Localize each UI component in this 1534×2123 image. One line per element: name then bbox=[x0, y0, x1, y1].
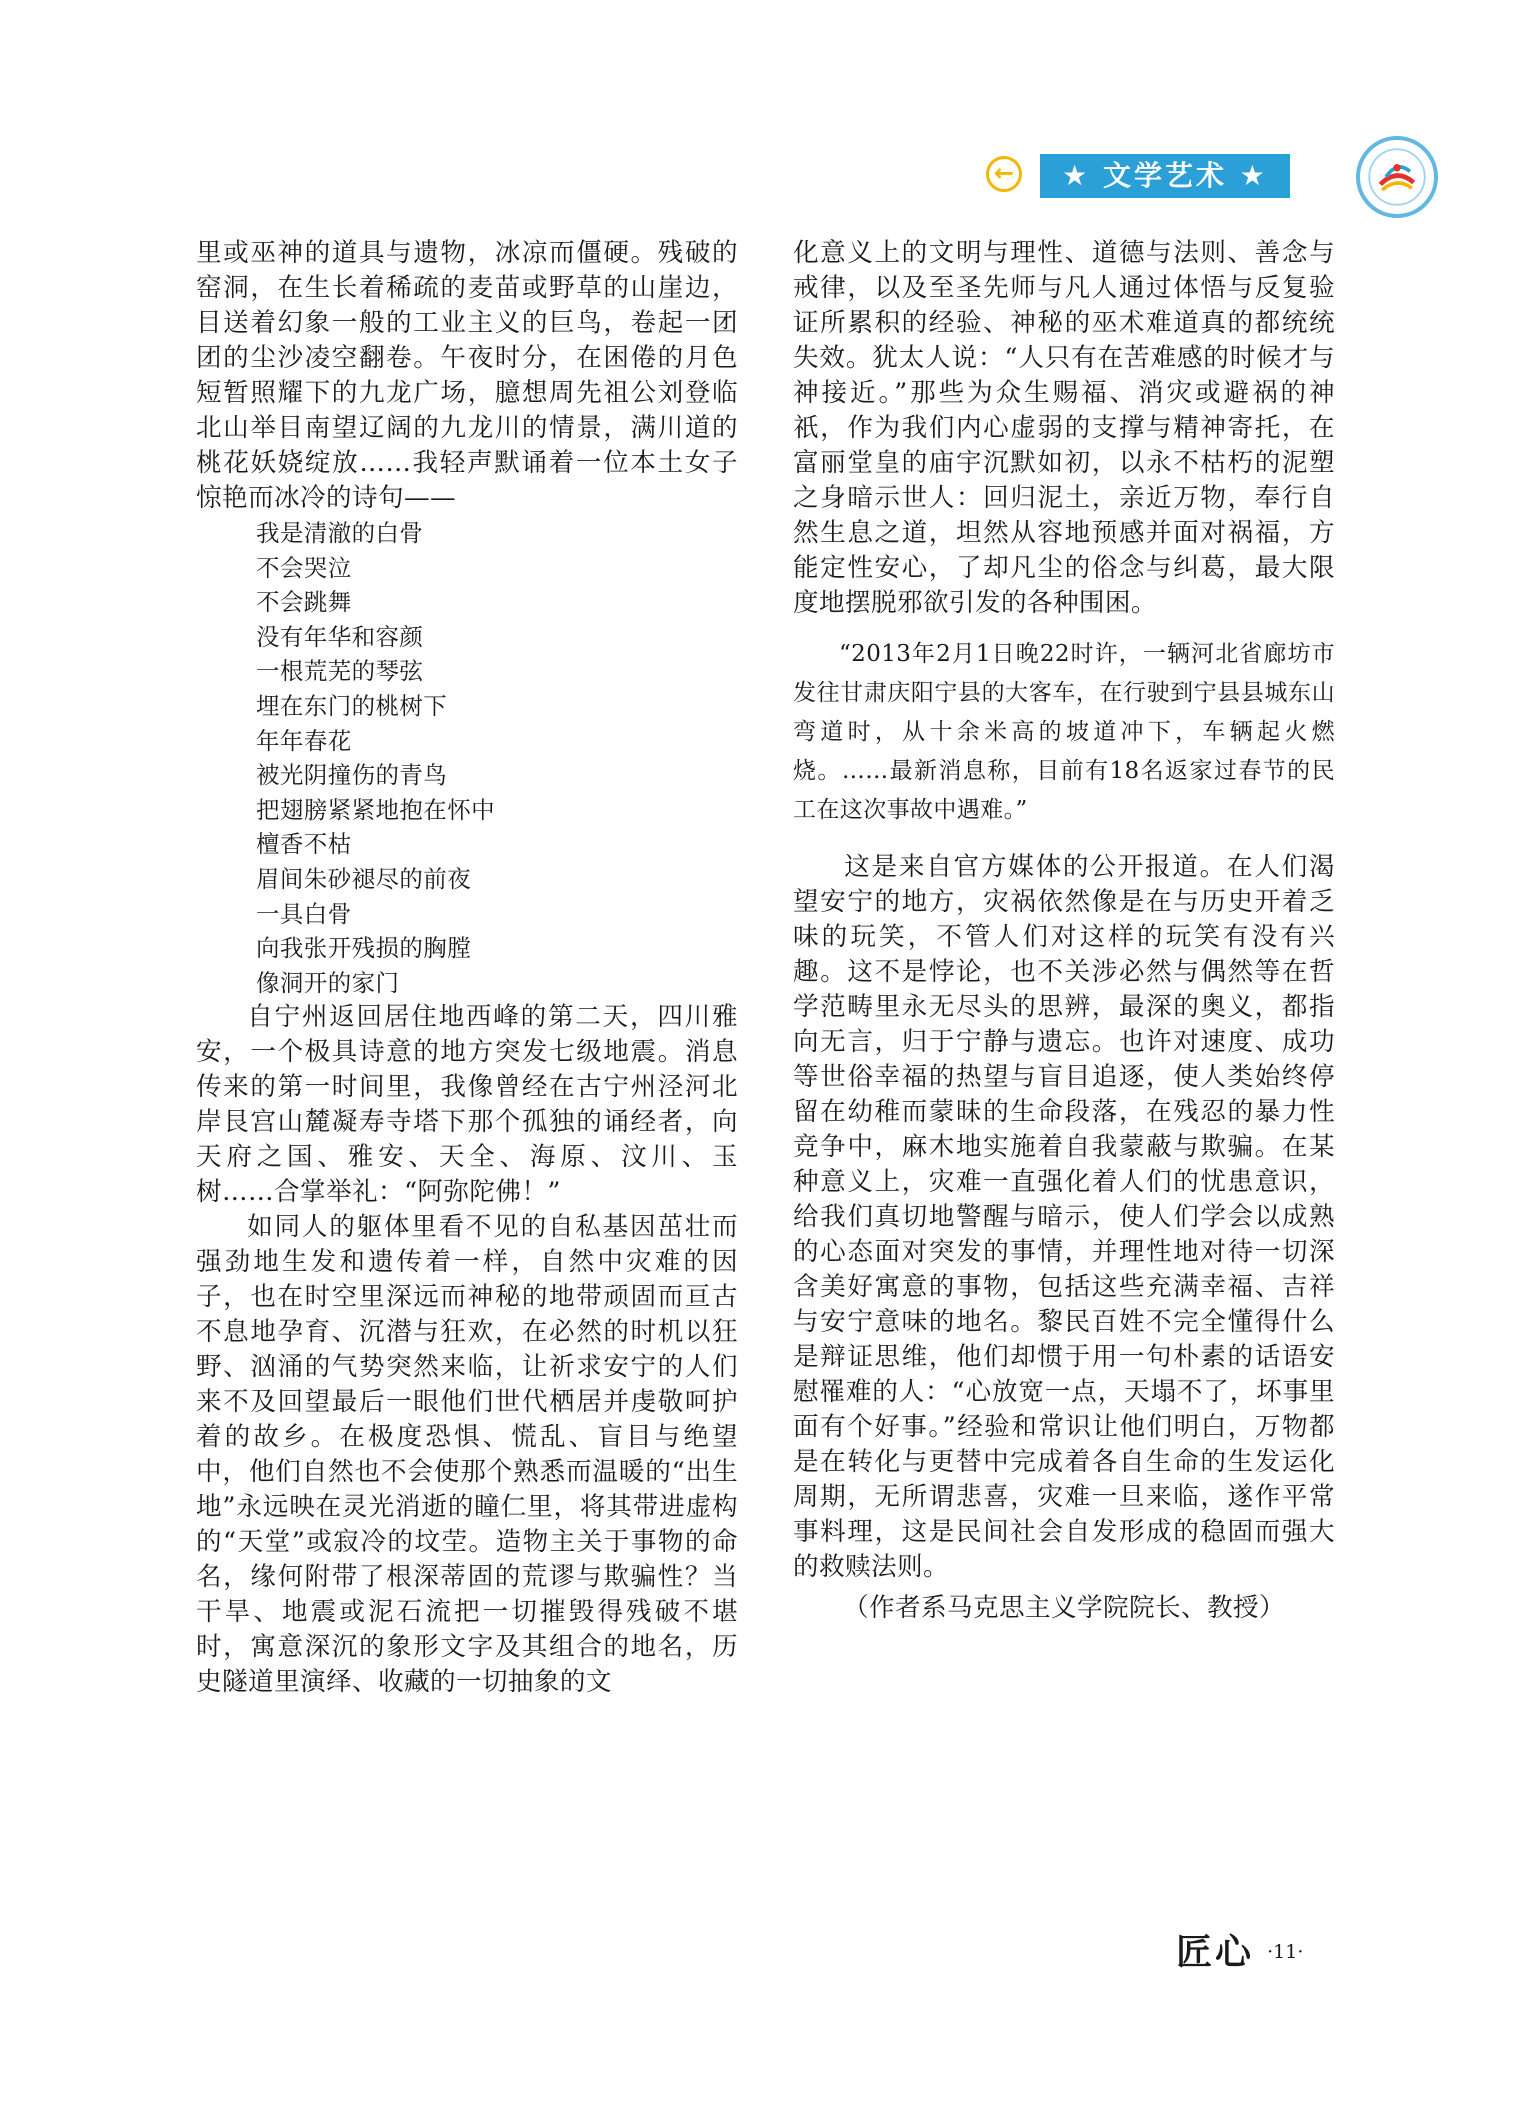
right-column bbox=[793, 236, 1335, 1626]
poem-line: 没有年华和容颜 bbox=[256, 622, 424, 651]
paragraph: 自宁州返回居住地西峰的第二天，四川雅安，一个极具诗意的地方突发七级地震。消息传来的第一时间里，我像曾经在古宁州泾河北岸艮宫山麓凝寿寺塔下那个孤独的诵经者，向天府之国、雅安、天全、海原、汶川、玉树……合掌举礼：“阿弥陀佛！” bbox=[196, 1002, 738, 1208]
emblem-logo-icon bbox=[1356, 136, 1438, 218]
paragraph: 化意义上的文明与理性、道德与法则、善念与戒律，以及至圣先师与凡人通过体悟与反复验证所累积的经验、神秘的巫术难道真的都统统失效。犹太人说：“人只有在苦难感的时候才与神接近。”那些为众生赐福、消灾或避祸的神祇，作为我们内心虚弱的支撑与精神寄托，在富丽堂皇的庙宇沉默如初，以永不枯朽的泥塑之身暗示世人：回归泥土，亲近万物，奉行自然生息之道，坦然从容地预感并面对祸福，方能定性安心，了却凡尘的俗念与纠葛，最大限度地摆脱邪欲引发的各种围困。 bbox=[793, 238, 1335, 618]
paragraph: 这是来自官方媒体的公开报道。在人们渴望安宁的地方，灾祸依然像是在与历史开着乏味的玩笑，不管人们对这样的玩笑有没有兴趣。这不是悖论，也不关涉必然与偶然等在哲学范畴里永无尽头的思辨，最深的奥义，都指向无言，归于宁静与遗忘。也许对速度、成功等世俗幸福的热望与盲目追逐，使人类始终停留在幼稚而蒙昧的生命段落，在残忍的暴力性竞争中，麻木地实施着自我蒙蔽与欺骗。在某种意义上，灾难一直强化着人们的忧患意识，给我们真切地警醒与暗示，使人们学会以成熟的心态面对突发的事情，并理性地对待一切深含美好寓意的事物，包括这些充满幸福、吉祥与安宁意味的地名。黎民百姓不完全懂得什么是辩证思维，他们却惯于用一句朴素的话语安慰罹难的人：“心放宽一点，天塌不了，坏事里面有个好事。”经验和常识让他们明白，万物都是在转化与更替中完成着各自生命的生发运化周期，无所谓悲喜，灾难一旦来临，遂作平常事料理，这是民间社会自发形成的稳固而强大的救赎法则。 bbox=[793, 852, 1335, 1582]
poem-line: 不会跳舞 bbox=[256, 588, 352, 617]
quote-text: “2013年2月1日晚22时许，一辆河北省廊坊市发往甘肃庆阳宁县的大客车，在行驶到宁县县城东山弯道时，从十余米高的坡道冲下，车辆起火燃烧。……最新消息称，目前有18名返家过春节的民工在这次事故中遇难。” bbox=[793, 641, 1335, 823]
paragraph: 里或巫神的道具与遗物，冰凉而僵硬。残破的窑洞，在生长着稀疏的麦苗或野草的山崖边，目送着幻象一般的工业主义的巨鸟，卷起一团团的尘沙凌空翻卷。午夜时分，在困倦的月色短暂照耀下的九龙广场，臆想周先祖公刘登临北山举目南望辽阔的九龙川的情景，满川道的桃花妖娆绽放……我轻声默诵着一位本土女子惊艳而冰冷的诗句—— bbox=[196, 238, 738, 513]
section-title: ★ 文学艺术 ★ bbox=[1040, 154, 1290, 198]
author-note: （作者系马克思主义学院院长、教授） bbox=[843, 1593, 1285, 1623]
poem-line: 不会哭泣 bbox=[256, 553, 352, 582]
page-number: ·11· bbox=[1267, 1941, 1304, 1963]
poem-line: 我是清澈的白骨 bbox=[256, 519, 424, 547]
poem bbox=[196, 516, 738, 1000]
poem-line: 向我张开残损的胸膛 bbox=[256, 934, 472, 963]
poem-line: 埋在东门的桃树下 bbox=[256, 691, 448, 720]
page-footer bbox=[1176, 1924, 1303, 1975]
back-arrow-icon[interactable]: ← bbox=[986, 156, 1022, 192]
left-column bbox=[196, 236, 738, 1700]
poem-line: 年年春花 bbox=[256, 726, 352, 755]
poem-line: 一具白骨 bbox=[256, 899, 352, 928]
poem-line: 檀香不枯 bbox=[256, 830, 352, 859]
paragraph: 如同人的躯体里看不见的自私基因茁壮而强劲地生发和遗传着一样，自然中灾难的因子，也在时空里深远而神秘的地带顽固而亘古不息地孕育、沉潜与狂欢，在必然的时机以狂野、汹涌的气势突然来临，让祈求安宁的人们来不及回望最后一眼他们世代栖居并虔敬呵护着的故乡。在极度恐惧、慌乱、盲目与绝望中，他们自然也不会使那个熟悉而温暖的“出生地”永远映在灵光消逝的瞳仁里，将其带进虚构的“天堂”或寂冷的坟茔。造物主关于事物的命名，缘何附带了根深蒂固的荒谬与欺骗性？当干旱、地震或泥石流把一切摧毁得残破不堪时，寓意深沉的象形文字及其组合的地名，历史隧道里演绎、收藏的一切抽象的文 bbox=[196, 1212, 738, 1698]
poem-line: 像洞开的家门 bbox=[256, 968, 400, 997]
poem-line: 一根荒芜的琴弦 bbox=[256, 657, 424, 686]
news-quote bbox=[793, 635, 1335, 830]
poem-line: 把翅膀紧紧地抱在怀中 bbox=[256, 795, 495, 824]
poem-line: 眉间朱砂褪尽的前夜 bbox=[256, 864, 472, 893]
magazine-name: 匠心 bbox=[1176, 1931, 1255, 1973]
poem-line: 被光阴撞伤的青鸟 bbox=[256, 761, 448, 790]
